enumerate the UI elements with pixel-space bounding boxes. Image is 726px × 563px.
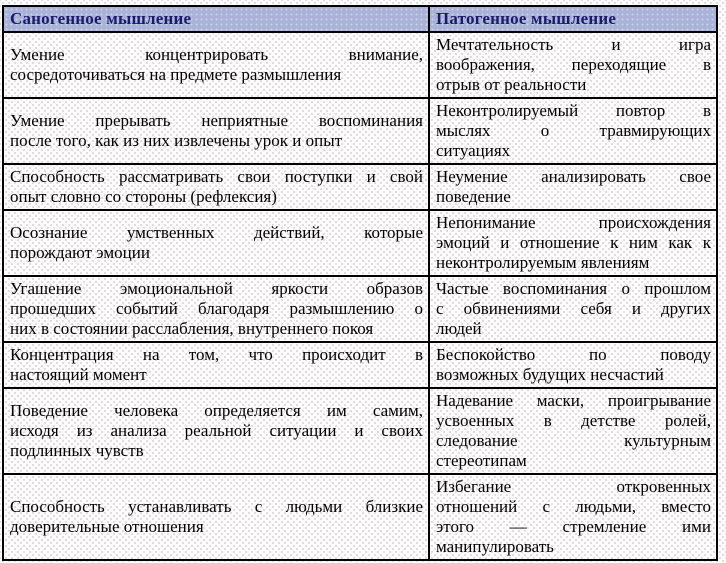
cell-sanogenic xyxy=(3,474,429,560)
cell-pathogenic xyxy=(429,474,717,560)
text-line: Неконтролируемый повтор в xyxy=(436,101,711,120)
table-row xyxy=(3,210,717,276)
cell-sanogenic xyxy=(3,164,429,210)
text-line: воображения, переходящие в xyxy=(436,55,711,74)
text-line: Поведение человека определяется им самим, xyxy=(10,401,423,420)
column-header-pathogenic: Патогенное мышление xyxy=(429,6,717,32)
text-line: отношений с людьми, вместо xyxy=(436,497,711,516)
text-line: Избегание откровенных xyxy=(436,477,711,496)
table-row xyxy=(3,388,717,474)
cell-pathogenic xyxy=(429,32,717,98)
table-row xyxy=(3,32,717,98)
text-line: исходя из анализа реальной ситуации и своих xyxy=(10,421,423,440)
cell-sanogenic xyxy=(3,98,429,164)
text-line: с обвинениями себя и других xyxy=(436,299,711,318)
text-line: неконтролируемым явлениям xyxy=(436,253,650,272)
cell-pathogenic xyxy=(429,210,717,276)
text-line: Частые воспоминания о прошлом xyxy=(436,279,711,298)
text-line: следование культурным xyxy=(436,431,711,450)
text-line: Концентрация на том, что происходит в xyxy=(10,345,423,364)
text-line: прошедших событий благодаря размышлению о xyxy=(10,299,423,318)
table-row xyxy=(3,342,717,388)
text-line: манипулировать xyxy=(436,537,554,556)
cell-pathogenic xyxy=(429,388,717,474)
table-row xyxy=(3,474,717,560)
thinking-comparison-table xyxy=(2,5,718,561)
cell-pathogenic xyxy=(429,276,717,342)
cell-sanogenic xyxy=(3,342,429,388)
table-body xyxy=(3,32,717,560)
text-line: порождают эмоции xyxy=(10,243,150,262)
text-line: мыслях о травмирующих xyxy=(436,121,711,140)
cell-pathogenic xyxy=(429,164,717,210)
text-line: эмоций и отношение к ним как к xyxy=(436,233,711,252)
text-line: усвоенных в детстве ролей, xyxy=(436,411,711,430)
text-line: Способность рассматривать свои поступки и свой xyxy=(10,167,423,186)
text-line: Надевание маски, проигрывание xyxy=(436,391,711,410)
text-line: отрыв от реальности xyxy=(436,75,587,94)
table-row xyxy=(3,164,717,210)
text-line: Непонимание происхождения xyxy=(436,213,711,232)
cell-pathogenic xyxy=(429,98,717,164)
column-header-sanogenic: Саногенное мышление xyxy=(3,6,429,32)
table-row xyxy=(3,276,717,342)
text-line: людей xyxy=(436,319,482,338)
cell-sanogenic xyxy=(3,276,429,342)
text-line: них в состоянии расслабления, внутреннего покоя xyxy=(10,319,374,338)
text-line: Беспокойство по поводу xyxy=(436,345,711,364)
text-line: Неумение анализировать свое xyxy=(436,167,711,186)
text-line: подлинных чувств xyxy=(10,441,144,460)
table-row xyxy=(3,98,717,164)
page xyxy=(0,5,726,563)
text-line: поведение xyxy=(436,187,511,206)
text-line: настоящий момент xyxy=(10,365,147,384)
cell-sanogenic xyxy=(3,210,429,276)
cell-sanogenic xyxy=(3,388,429,474)
header-row xyxy=(3,6,717,32)
text-line: Умение концентрировать внимание, xyxy=(10,45,423,64)
text-line: этого — стремление ими xyxy=(436,517,711,536)
text-line: опыт словно со стороны (рефлексия) xyxy=(10,187,277,206)
text-line: сосредоточиваться на предмете размышления xyxy=(10,65,342,84)
text-line: возможных будущих несчастий xyxy=(436,365,664,384)
cell-pathogenic xyxy=(429,342,717,388)
text-line: после того, как из них извлечены урок и опыт xyxy=(10,131,343,150)
text-line: стереотипам xyxy=(436,451,527,470)
text-line: Мечтательность и игра xyxy=(436,35,711,54)
cell-sanogenic xyxy=(3,32,429,98)
text-line: Осознание умственных действий, которые xyxy=(10,223,423,242)
text-line: Способность устанавливать с людьми близкие xyxy=(10,497,423,516)
text-line: Умение прерывать неприятные воспоминания xyxy=(10,111,423,130)
text-line: доверительные отношения xyxy=(10,517,204,536)
text-line: Угашение эмоциональной яркости образов xyxy=(10,279,423,298)
text-line: ситуациях xyxy=(436,141,511,160)
